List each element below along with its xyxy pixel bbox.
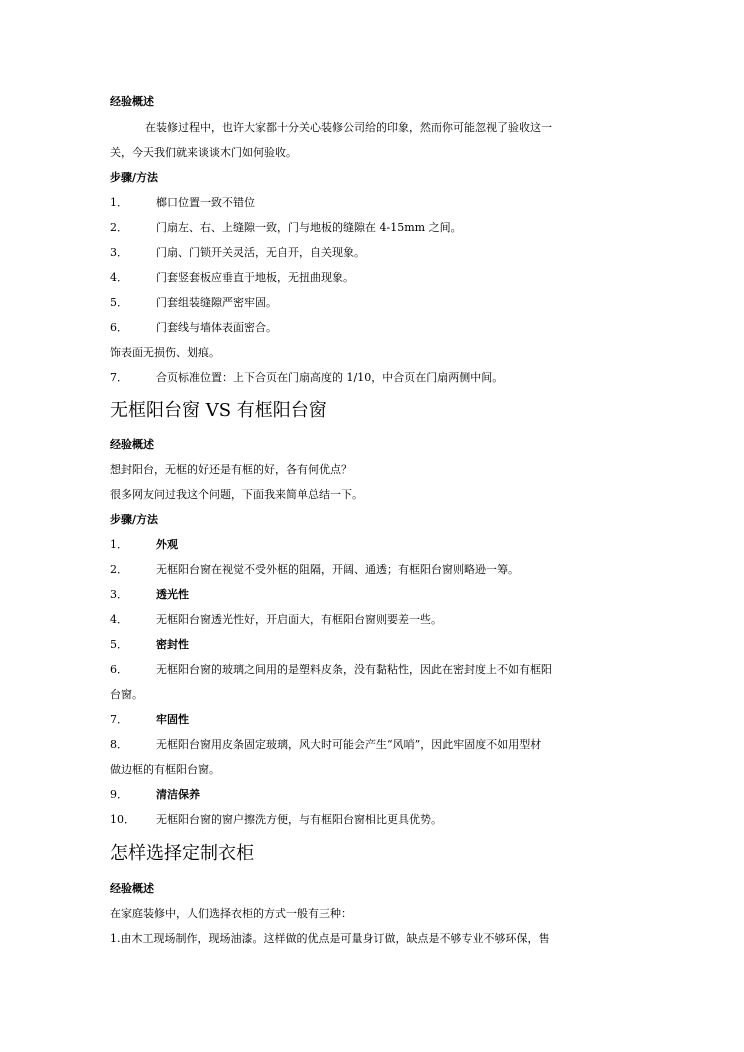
- s1-step: [110, 371, 503, 385]
- step-number: 10．: [110, 813, 135, 826]
- step-number: 3．: [110, 246, 128, 259]
- s1-extra-line: 饰表面无损伤、划痕。: [110, 346, 220, 359]
- step-number: 6．: [110, 321, 128, 334]
- s2-step-continued: 台窗。: [110, 688, 143, 701]
- step-text: 门套线与墙体表面密合。: [156, 321, 277, 334]
- s2-step: [110, 713, 189, 727]
- step-number: 2．: [110, 563, 128, 576]
- s1-intro-line1: 在装修过程中，也许大家都十分关心装修公司给的印象，然而你可能忽视了验收这一: [145, 121, 552, 134]
- s2-step: [110, 788, 200, 802]
- step-text: 合页标准位置：上下合页在门扇高度的 1/10，中合页在门扇两侧中间。: [156, 371, 504, 384]
- s2-step: [110, 663, 552, 677]
- s2-step: [110, 538, 178, 552]
- s1-steps-label: 步骤/方法: [110, 171, 159, 184]
- step-heading: 清洁保养: [156, 788, 200, 801]
- step-heading: 牢固性: [156, 713, 189, 726]
- s2-intro-line2: 很多网友问过我这个问题，下面我来简单总结一下。: [110, 488, 363, 501]
- s2-intro-line1: 想封阳台，无框的好还是有框的好，各有何优点？: [110, 463, 352, 476]
- s2-step: [110, 613, 442, 627]
- step-number: 1．: [110, 538, 128, 551]
- step-number: 5．: [110, 296, 128, 309]
- step-number: 7．: [110, 713, 128, 726]
- s1-step: [110, 246, 365, 260]
- s3-line2: 1.由木工现场制作，现场油漆。这样做的优点是可量身订做，缺点是不够专业不够环保，售: [110, 932, 550, 945]
- s2-step: [110, 813, 442, 827]
- s1-step: [110, 271, 354, 285]
- step-number: 6．: [110, 663, 128, 676]
- s2-step: [110, 738, 541, 752]
- s2-step-continued: 做边框的有框阳台窗。: [110, 763, 220, 776]
- step-text: 无框阳台窗用皮条固定玻璃，风大时可能会产生“风哨”，因此牢固度不如用型材: [156, 738, 542, 751]
- step-number: 5．: [110, 638, 128, 651]
- s1-step: [110, 221, 462, 235]
- s3-title: 怎样选择定制衣柜: [110, 843, 254, 864]
- step-text: 门套组装缝隙严密牢固。: [156, 296, 277, 309]
- s2-step: [110, 638, 189, 652]
- s3-overview-label: 经验概述: [110, 882, 154, 895]
- step-number: 7．: [110, 371, 128, 384]
- step-text: 门扇、门锁开关灵活，无自开，自关现象。: [156, 246, 365, 259]
- step-text: 无框阳台窗在视觉不受外框的阻隔，开阔、通透；有框阳台窗则略逊一筹。: [156, 563, 519, 576]
- s1-step: [110, 321, 277, 335]
- step-text: 无框阳台窗的窗户擦洗方便，与有框阳台窗相比更具优势。: [156, 813, 442, 826]
- step-text: 无框阳台窗透光性好，开启面大，有框阳台窗则要差一些。: [156, 613, 442, 626]
- step-number: 2．: [110, 221, 128, 234]
- step-number: 1．: [110, 196, 128, 209]
- s1-intro-line2: 关，今天我们就来谈谈木门如何验收。: [110, 146, 297, 159]
- step-number: 9．: [110, 788, 128, 801]
- s1-overview-label: 经验概述: [110, 95, 154, 108]
- step-text: 榔口位置一致不错位: [156, 196, 255, 209]
- s1-step: [110, 196, 255, 210]
- step-heading: 密封性: [156, 638, 189, 651]
- step-number: 4．: [110, 613, 128, 626]
- step-text: 门扇左、右、上缝隙一致，门与地板的缝隙在 4-15mm 之间。: [156, 221, 462, 234]
- s2-step: [110, 563, 519, 577]
- s2-overview-label: 经验概述: [110, 438, 154, 451]
- s2-step: [110, 588, 189, 602]
- step-text: 无框阳台窗的玻璃之间用的是塑料皮条，没有黏粘性，因此在密封度上不如有框阳: [156, 663, 552, 676]
- s2-steps-label: 步骤/方法: [110, 513, 159, 526]
- step-text: 门套竖套板应垂直于地板，无扭曲现象。: [156, 271, 354, 284]
- step-number: 8．: [110, 738, 128, 751]
- s1-step: [110, 296, 277, 310]
- step-heading: 外观: [156, 538, 178, 551]
- s3-line1: 在家庭装修中，人们选择衣柜的方式一般有三种：: [110, 907, 352, 920]
- step-number: 4．: [110, 271, 128, 284]
- s2-title: 无框阳台窗 VS 有框阳台窗: [110, 400, 327, 421]
- step-heading: 透光性: [156, 588, 189, 601]
- step-number: 3．: [110, 588, 128, 601]
